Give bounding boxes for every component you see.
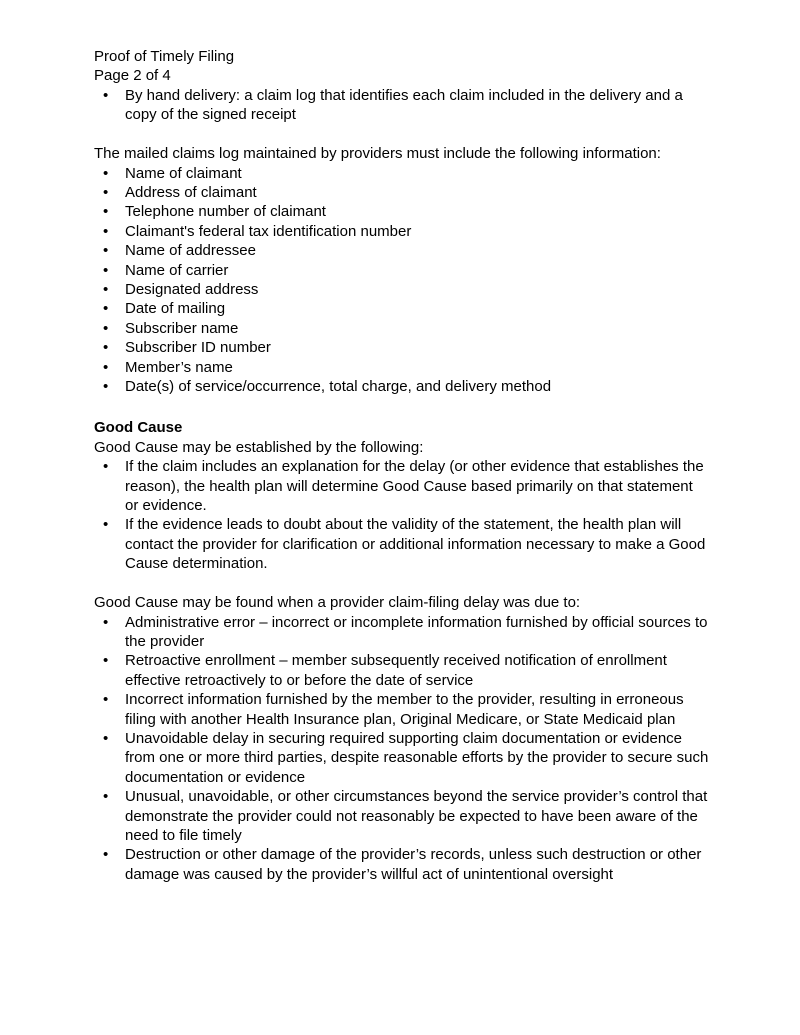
list-item: [94, 202, 710, 221]
list-item-text: Incorrect information furnished by the member to the provider, resulting in erroneous filing with another Health Insurance plan, Original Medicare, or State Medicaid plan: [125, 691, 684, 728]
list-item-text: Claimant's federal tax identification number: [125, 222, 412, 240]
list-item-text: Subscriber ID number: [125, 339, 271, 357]
bullet-icon: •: [103, 86, 109, 104]
list-item-text: Subscriber name: [125, 319, 239, 337]
bullet-icon: •: [103, 222, 109, 240]
bullet-icon: •: [103, 339, 109, 357]
mailed-log-list: [94, 164, 710, 397]
list-item: [94, 319, 710, 338]
list-item-text: Date(s) of service/occurrence, total charge, and delivery method: [125, 378, 552, 395]
list-item-text: By hand delivery: a claim log that identifies each claim included in the delivery and a copy of the signed receipt: [125, 86, 683, 124]
list-item: [94, 651, 710, 690]
list-item: [94, 261, 710, 280]
list-item: [94, 183, 710, 202]
delivery-list: [94, 86, 710, 125]
list-item-text: Unavoidable delay in securing required supporting claim documentation or evidence from one or more third parties, despite reasonable efforts by the provider to secure such documentation or evidence: [125, 730, 709, 786]
list-item: [94, 377, 710, 396]
list-item: [94, 729, 710, 787]
list-item: [94, 358, 710, 377]
list-item-text: Telephone number of claimant: [125, 203, 326, 221]
list-item-text: Member’s name: [125, 358, 233, 376]
spacer: [94, 125, 710, 145]
list-item: [94, 690, 710, 729]
document-content: [94, 47, 710, 884]
list-item-text: Retroactive enrollment – member subsequently received notification of enrollment effective retroactively to or before the date of service: [125, 652, 667, 689]
list-item: [94, 164, 710, 183]
list-item: [94, 86, 710, 125]
bullet-icon: •: [103, 203, 109, 221]
section-heading: Good Cause: [94, 419, 183, 437]
bullet-icon: •: [103, 730, 109, 747]
list-item: [94, 515, 710, 573]
spacer: [94, 574, 710, 594]
list-item-text: Name of carrier: [125, 261, 229, 279]
spacer: [94, 396, 710, 418]
bullet-icon: •: [103, 652, 109, 670]
good-cause-intro: Good Cause may be established by the following:: [94, 438, 424, 456]
list-item: [94, 241, 710, 260]
good-cause-found-intro: Good Cause may be found when a provider claim-filing delay was due to:: [94, 594, 581, 612]
list-item-text: Administrative error – incorrect or incomplete information furnished by official sources to the provider: [125, 613, 708, 650]
bullet-icon: •: [103, 261, 109, 279]
list-item: [94, 338, 710, 357]
bullet-icon: •: [103, 242, 109, 260]
bullet-icon: •: [103, 358, 109, 376]
bullet-icon: •: [103, 516, 109, 534]
bullet-icon: •: [103, 458, 109, 476]
bullet-icon: •: [103, 378, 109, 395]
list-item: [94, 845, 710, 884]
list-item-text: Destruction or other damage of the provider’s records, unless such destruction or other damage was caused by the provider’s willful act of unintentional oversight: [125, 846, 702, 883]
bullet-icon: •: [103, 691, 109, 709]
bullet-icon: •: [103, 788, 109, 806]
good-cause-list: [94, 457, 710, 573]
bullet-icon: •: [103, 300, 109, 318]
list-item-text: If the evidence leads to doubt about the validity of the statement, the health plan will contact the provider for clarification or additional information necessary to make a Good Cause determination.: [125, 516, 706, 573]
list-item-text: Name of addressee: [125, 242, 256, 260]
bullet-icon: •: [103, 280, 109, 298]
bullet-icon: •: [103, 164, 109, 182]
list-item-text: Unusual, unavoidable, or other circumstances beyond the service provider’s control that demonstrate the provider could not reasonably be expected to have been aware of the need to file timely: [125, 788, 708, 845]
bullet-icon: •: [103, 613, 109, 631]
list-item-text: If the claim includes an explanation for the delay (or other evidence that establishes the reason), the health plan will determine Good Cause based primarily on that statement or evidence.: [125, 458, 704, 515]
mailed-log-intro: The mailed claims log maintained by providers must include the following information:: [94, 145, 661, 163]
list-item: [94, 457, 710, 515]
list-item: [94, 299, 710, 318]
list-item-text: Address of claimant: [125, 183, 257, 201]
list-item-text: Designated address: [125, 280, 259, 298]
document-title: Proof of Timely Filing: [94, 48, 235, 65]
list-item-text: Name of claimant: [125, 164, 242, 182]
good-cause-found-list: [94, 613, 710, 885]
list-item: [94, 222, 710, 241]
list-item-text: Date of mailing: [125, 300, 226, 318]
list-item: [94, 613, 710, 652]
list-item: [94, 280, 710, 299]
list-item: [94, 787, 710, 845]
bullet-icon: •: [103, 846, 109, 864]
bullet-icon: •: [103, 319, 109, 337]
bullet-icon: •: [103, 183, 109, 201]
page-number: Page 2 of 4: [94, 67, 171, 85]
